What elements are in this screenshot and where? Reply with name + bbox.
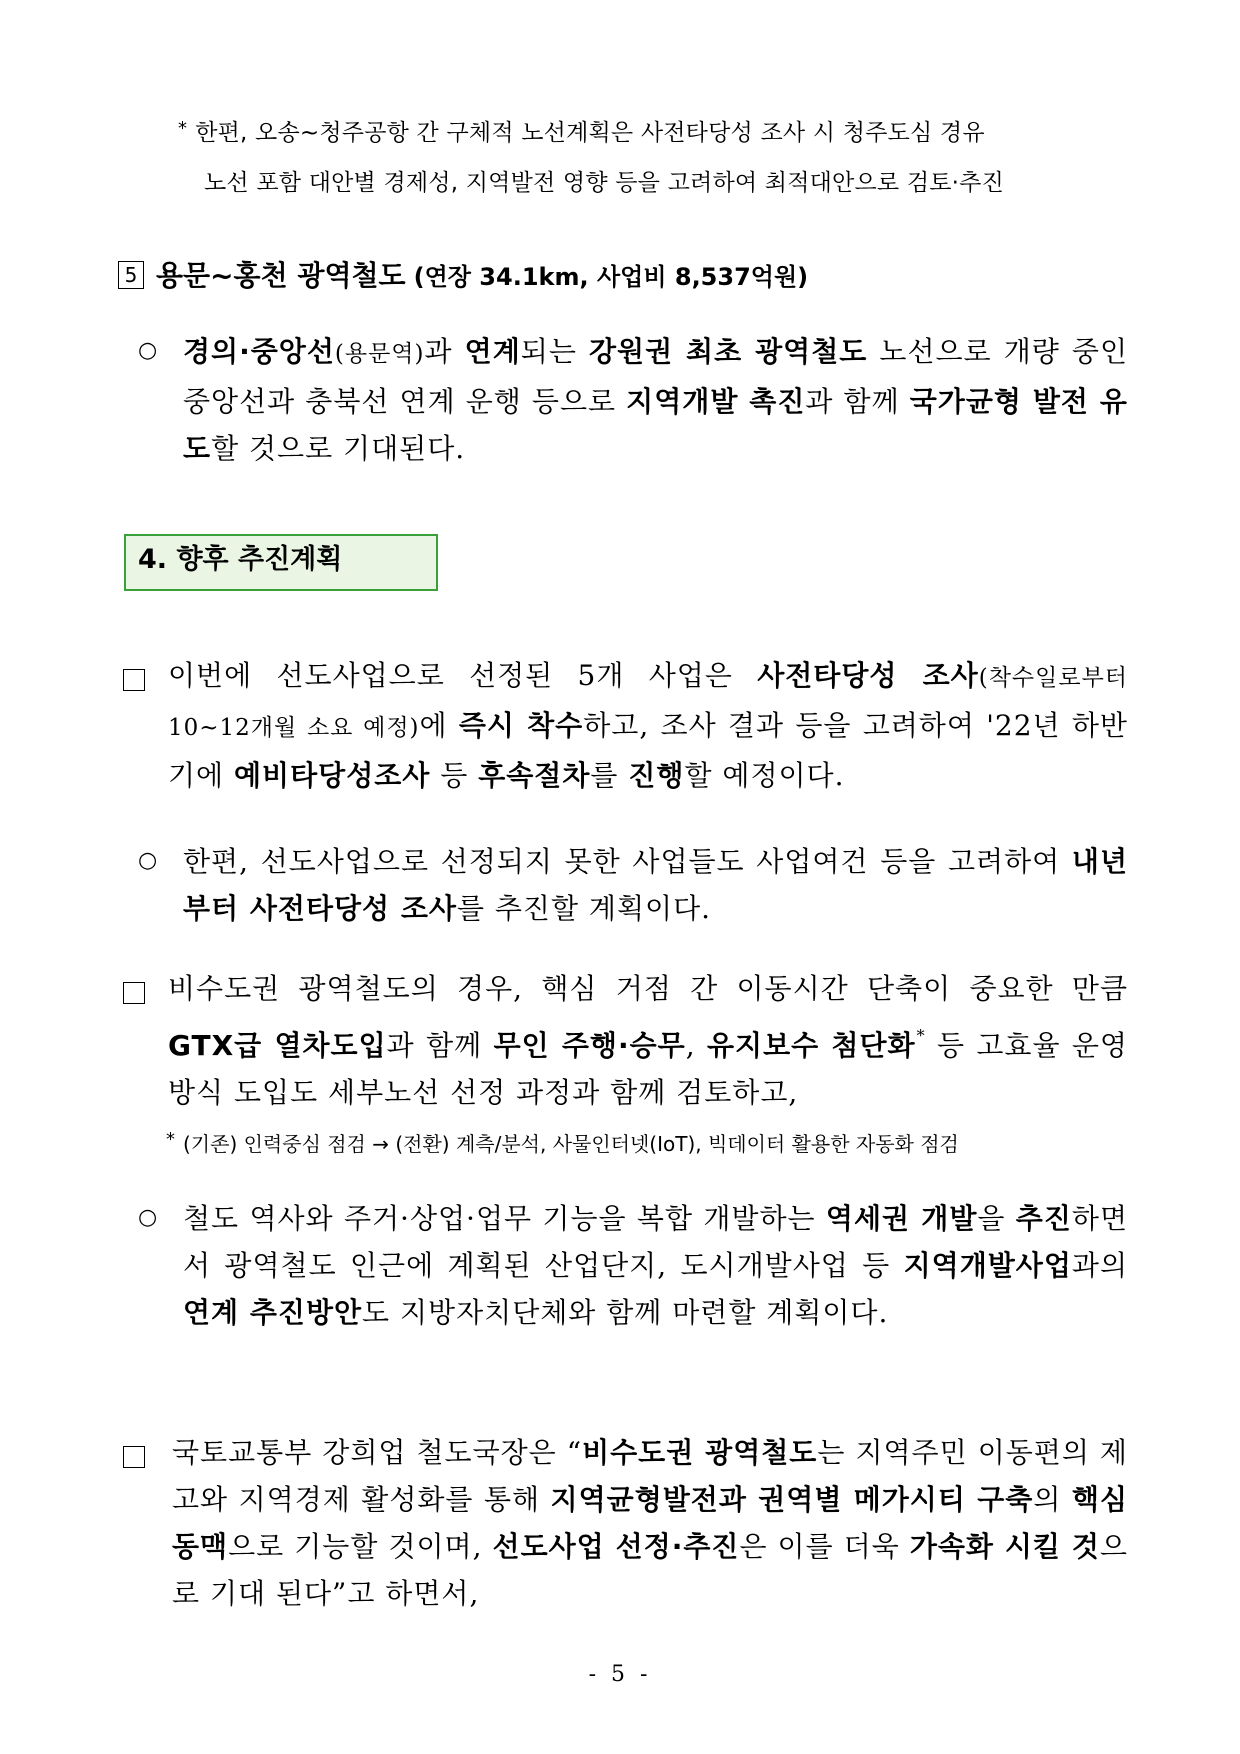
- note-marker: *: [166, 1129, 175, 1150]
- page-number: - 5 -: [588, 1662, 652, 1687]
- paragraph-director-quote: 국토교통부 강희업 철도국장은 “비수도권 광역철도는 지역주민 이동편의 제고와 지역경제 활성화를 통해 지역균형발전과 권역별 메가시티 구축의 핵심 동맥으로 기능할 것이며, 선도사업 선정·추진은 이를 더욱 가속화 시킬 것으로 기대 된다”고 하면서,: [172, 1436, 1128, 1610]
- top-note: [178, 104, 1128, 208]
- paragraph-station-area: 철도 역사와 주거·상업·업무 기능을 복합 개발하는 역세권 개발을 추진하면서 광역철도 인근에 계획된 산업단지, 도시개발사업 등 지역개발사업과의 연계 추진방안도 지방자치단체와 함께 마련할 계획이다.: [183, 1202, 1128, 1329]
- paragraph-sensitivity-plan: 이번에 선도사업으로 선정된 5개 사업은 사전타당성 조사(착수일로부터 10~12개월 소요 예정)에 즉시 착수하고, 조사 결과 등을 고려하여 '22년 하반기에 예비타당성조사 등 후속절차를 진행할 예정이다.: [168, 659, 1128, 792]
- square-bullet-icon: [123, 1446, 145, 1468]
- section-number-box: 5: [118, 261, 144, 289]
- paragraph-operation-methods: 비수도권 광역철도의 경우, 핵심 거점 간 이동시간 단축이 중요한 만큼 GTX급 열차도입과 함께 무인 주행·승무, 유지보수 첨단화* 등 고효율 운영방식 도입도 세부노선 선정 과정과 함께 검토하고,: [168, 972, 1128, 1109]
- footnote: * (기존) 인력중심 점검 → (전환) 계측/분석, 사물인터넷(IoT), 빅데이터 활용한 자동화 점검: [166, 1129, 959, 1156]
- section5-title: 용문~홍천 광역철도: [156, 259, 406, 292]
- circle-bullet-icon: ○: [138, 848, 158, 873]
- top-note-line2: 노선 포함 대안별 경제성, 지역발전 영향 등을 고려하여 최적대안으로 검토·추진: [204, 170, 1004, 196]
- paragraph-unselected-projects: 한편, 선도사업으로 선정되지 못한 사업들도 사업여건 등을 고려하여 내년부터 사전타당성 조사를 추진할 계획이다.: [183, 845, 1128, 925]
- section-heading-box: [124, 534, 438, 591]
- section5-detail: (연장 34.1km, 사업비 8,537억원): [413, 263, 809, 291]
- section5-paragraph: 경의·중앙선(용문역)과 연계되는 강원권 최초 광역철도 노선으로 개량 중인 중앙선과 충북선 연계 운행 등으로 지역개발 촉진과 함께 국가균형 발전 유도할 것으로 기대된다.: [183, 335, 1129, 465]
- top-note-line1: * 한편, 오송~청주공항 간 구체적 노선계획은 사전타당성 조사 시 청주도심 경유: [178, 118, 985, 146]
- circle-bullet-icon: ○: [138, 338, 158, 363]
- section5-heading: [118, 254, 808, 294]
- square-bullet-icon: [123, 982, 145, 1004]
- note-marker: *: [178, 118, 188, 139]
- circle-bullet-icon: ○: [138, 1205, 158, 1230]
- square-bullet-icon: [123, 669, 145, 691]
- section-heading-label: 4. 향후 추진계획: [138, 544, 343, 575]
